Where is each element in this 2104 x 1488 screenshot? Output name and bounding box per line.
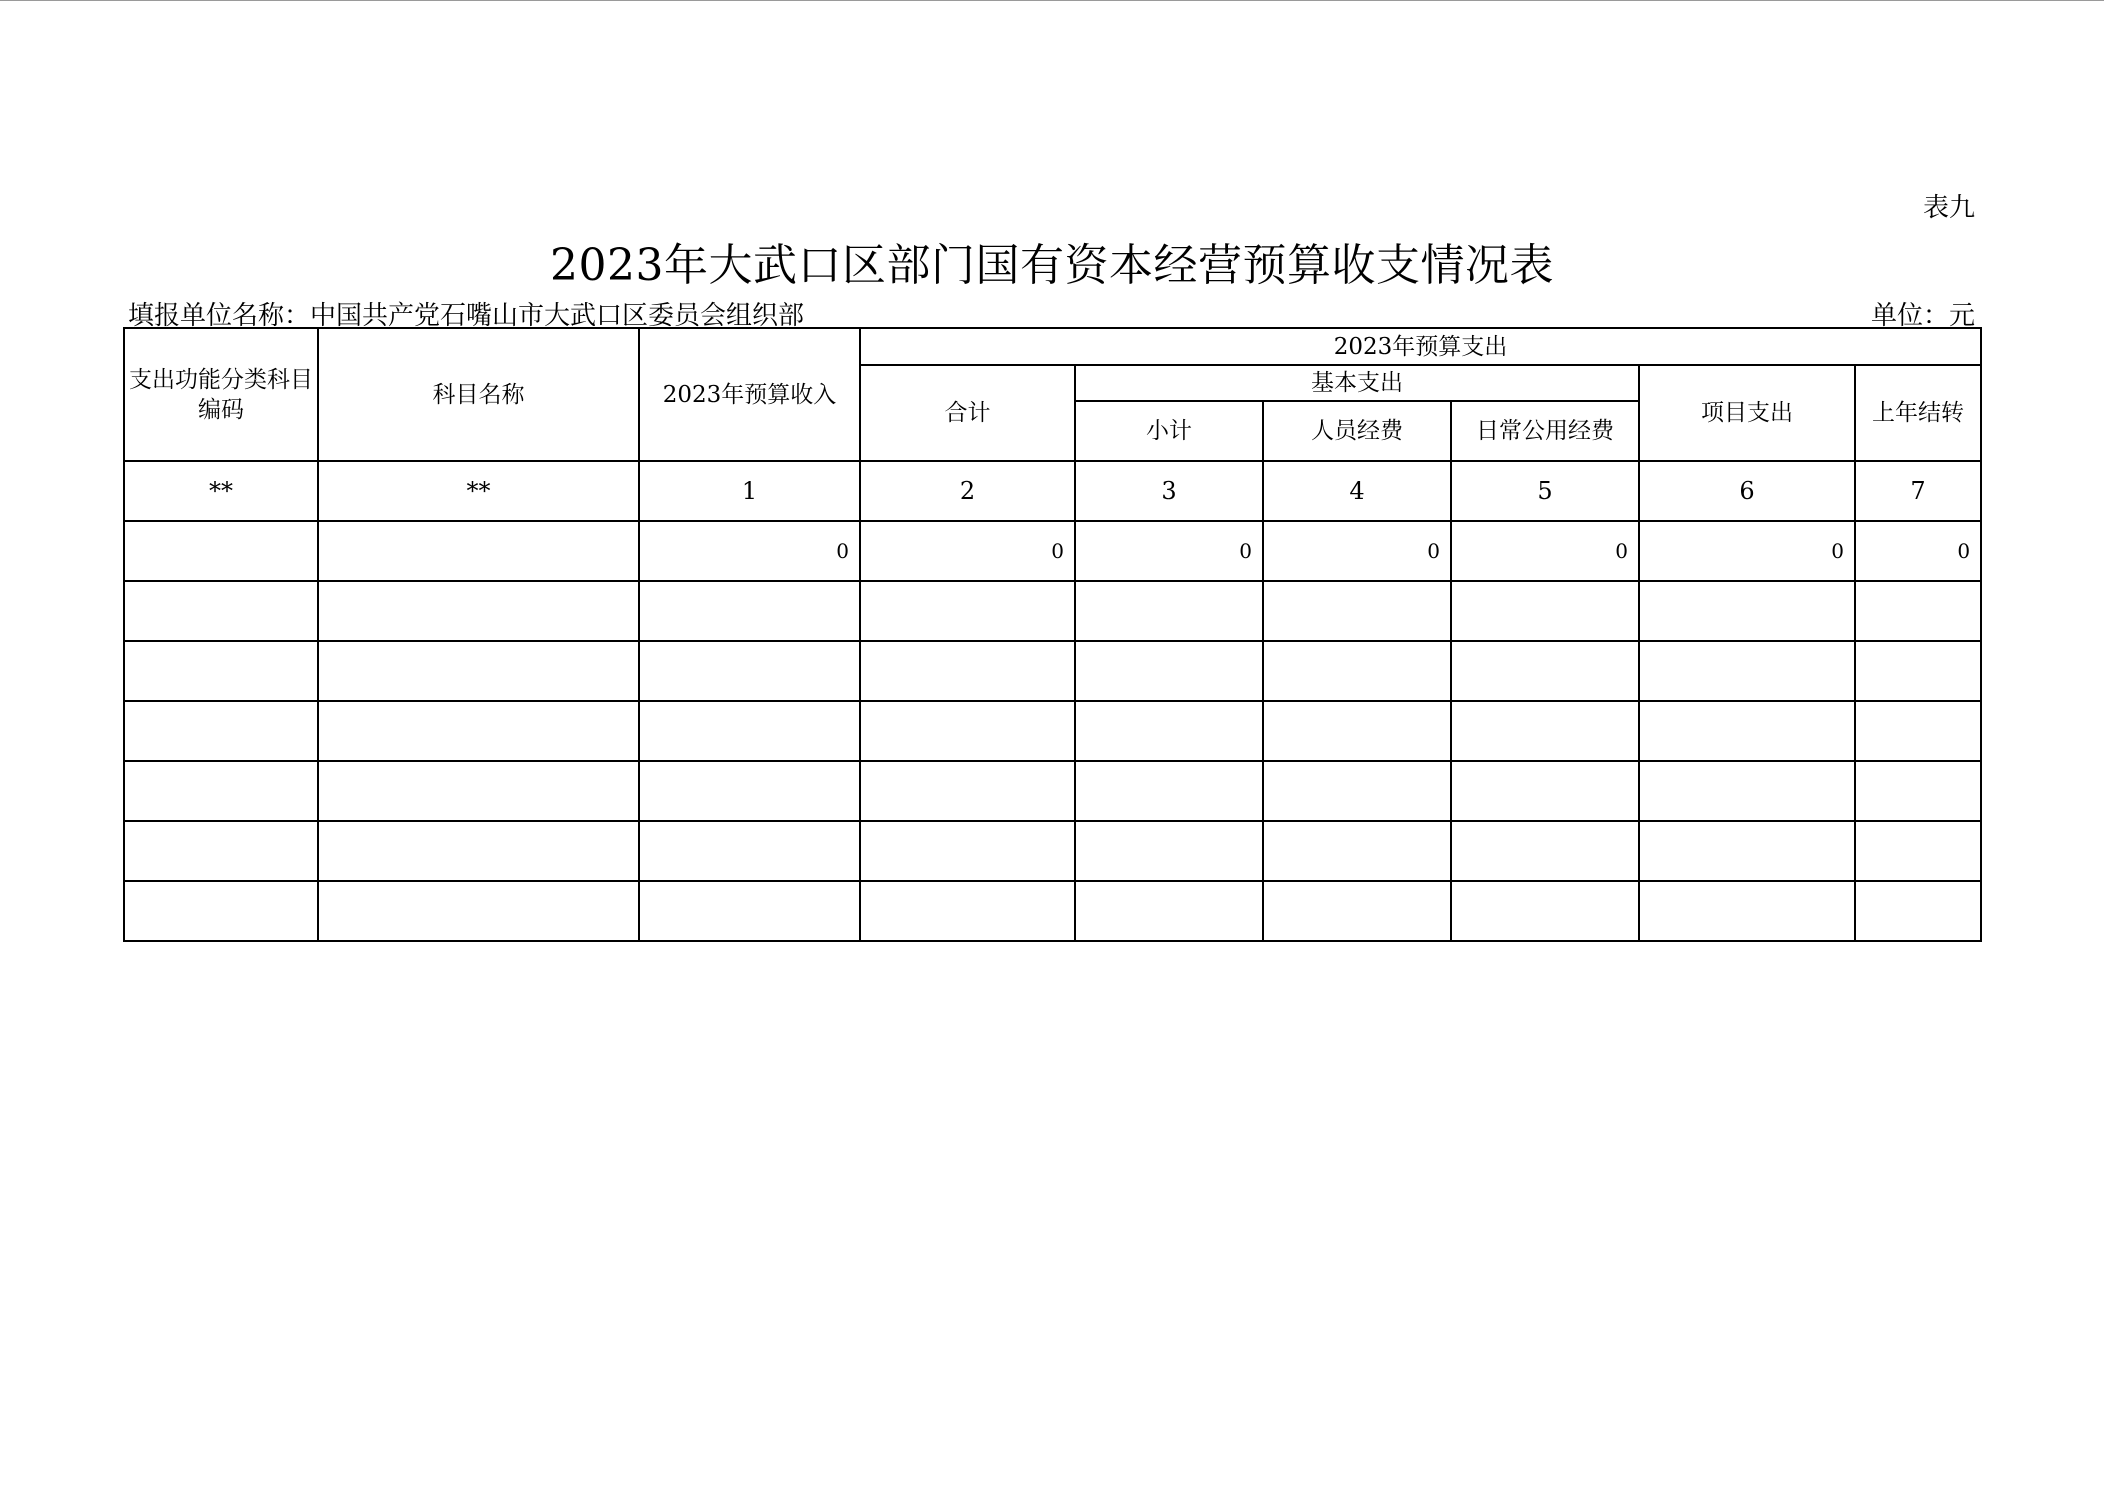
table-cell <box>318 701 639 761</box>
table-cell <box>1451 821 1639 881</box>
table-row <box>124 761 1981 821</box>
table-cell <box>318 521 639 581</box>
table-cell <box>860 701 1075 761</box>
index-cell: 2 <box>860 461 1075 521</box>
header-basic-expense: 基本支出 <box>1075 365 1639 401</box>
table-cell <box>1855 641 1981 701</box>
table-cell <box>1451 641 1639 701</box>
index-cell: 3 <box>1075 461 1263 521</box>
header-subject-name: 科目名称 <box>318 328 639 461</box>
table-cell <box>860 761 1075 821</box>
table-cell <box>1855 581 1981 641</box>
table-cell <box>639 701 860 761</box>
table-row <box>124 821 1981 881</box>
index-cell: 1 <box>639 461 860 521</box>
table-cell: 0 <box>639 521 860 581</box>
table-row <box>124 521 1981 581</box>
table-cell <box>1263 761 1451 821</box>
table-cell <box>124 581 318 641</box>
index-cell: ** <box>318 461 639 521</box>
index-cell: 4 <box>1263 461 1451 521</box>
table-cell <box>639 641 860 701</box>
header-prior-year-carryover: 上年结转 <box>1855 365 1981 461</box>
table-cell: 0 <box>1639 521 1855 581</box>
table-cell <box>124 701 318 761</box>
table-cell <box>1075 881 1263 941</box>
page-title: 2023年大武口区部门国有资本经营预算收支情况表 <box>550 240 1554 291</box>
table-cell <box>124 881 318 941</box>
table-cell <box>1639 821 1855 881</box>
header-project-expense: 项目支出 <box>1639 365 1855 461</box>
table-cell <box>639 821 860 881</box>
table-cell <box>124 641 318 701</box>
header-personnel-cost: 人员经费 <box>1263 401 1451 461</box>
table-cell <box>124 761 318 821</box>
table-cell <box>1075 641 1263 701</box>
table-cell <box>1075 701 1263 761</box>
table-cell <box>1855 761 1981 821</box>
table-cell <box>860 581 1075 641</box>
table-cell <box>318 641 639 701</box>
table-cell <box>639 761 860 821</box>
table-cell <box>1263 701 1451 761</box>
table-cell <box>1451 881 1639 941</box>
table-cell: 0 <box>1263 521 1451 581</box>
table-cell <box>1263 821 1451 881</box>
table-cell <box>1639 701 1855 761</box>
table-cell <box>1263 581 1451 641</box>
table-number-label: 表九 <box>1922 193 1975 223</box>
table-row <box>124 881 1981 941</box>
header-budget-income: 2023年预算收入 <box>639 328 860 461</box>
table-cell <box>1451 761 1639 821</box>
table-cell <box>1451 701 1639 761</box>
table-cell <box>1855 701 1981 761</box>
table-cell <box>1855 881 1981 941</box>
table-cell <box>1075 581 1263 641</box>
table-cell <box>1451 581 1639 641</box>
budget-table <box>123 327 1982 942</box>
table-cell <box>860 641 1075 701</box>
table-cell: 0 <box>860 521 1075 581</box>
table-cell <box>318 761 639 821</box>
table-cell: 0 <box>1451 521 1639 581</box>
reporting-unit-name: 填报单位名称：中国共产党石嘴山市大武口区委员会组织部 <box>128 301 805 331</box>
table-cell: 0 <box>1075 521 1263 581</box>
table-cell <box>1639 641 1855 701</box>
header-subtotal: 小计 <box>1075 401 1263 461</box>
table-cell <box>1639 581 1855 641</box>
table-row <box>124 641 1981 701</box>
index-cell: ** <box>124 461 318 521</box>
index-cell: 7 <box>1855 461 1981 521</box>
currency-unit: 单位：元 <box>1870 301 1975 331</box>
table-row <box>124 581 1981 641</box>
table-cell <box>124 521 318 581</box>
table-cell <box>639 881 860 941</box>
table-cell <box>639 581 860 641</box>
table-cell <box>318 881 639 941</box>
header-total: 合计 <box>860 365 1075 461</box>
index-row <box>124 461 1981 521</box>
table-cell <box>1075 821 1263 881</box>
index-cell: 5 <box>1451 461 1639 521</box>
header-public-cost: 日常公用经费 <box>1451 401 1639 461</box>
table-cell <box>318 821 639 881</box>
table-cell <box>860 821 1075 881</box>
table-cell <box>860 881 1075 941</box>
header-budget-expense: 2023年预算支出 <box>860 328 1981 365</box>
table-cell <box>1639 761 1855 821</box>
table-cell <box>1263 641 1451 701</box>
table-cell <box>1639 881 1855 941</box>
table-cell <box>124 821 318 881</box>
table-cell <box>1855 821 1981 881</box>
index-cell: 6 <box>1639 461 1855 521</box>
table-cell <box>1263 881 1451 941</box>
header-expense-function-code: 支出功能分类科目编码 <box>124 328 318 461</box>
table-row <box>124 701 1981 761</box>
table-cell <box>318 581 639 641</box>
table-cell: 0 <box>1855 521 1981 581</box>
table-cell <box>1075 761 1263 821</box>
